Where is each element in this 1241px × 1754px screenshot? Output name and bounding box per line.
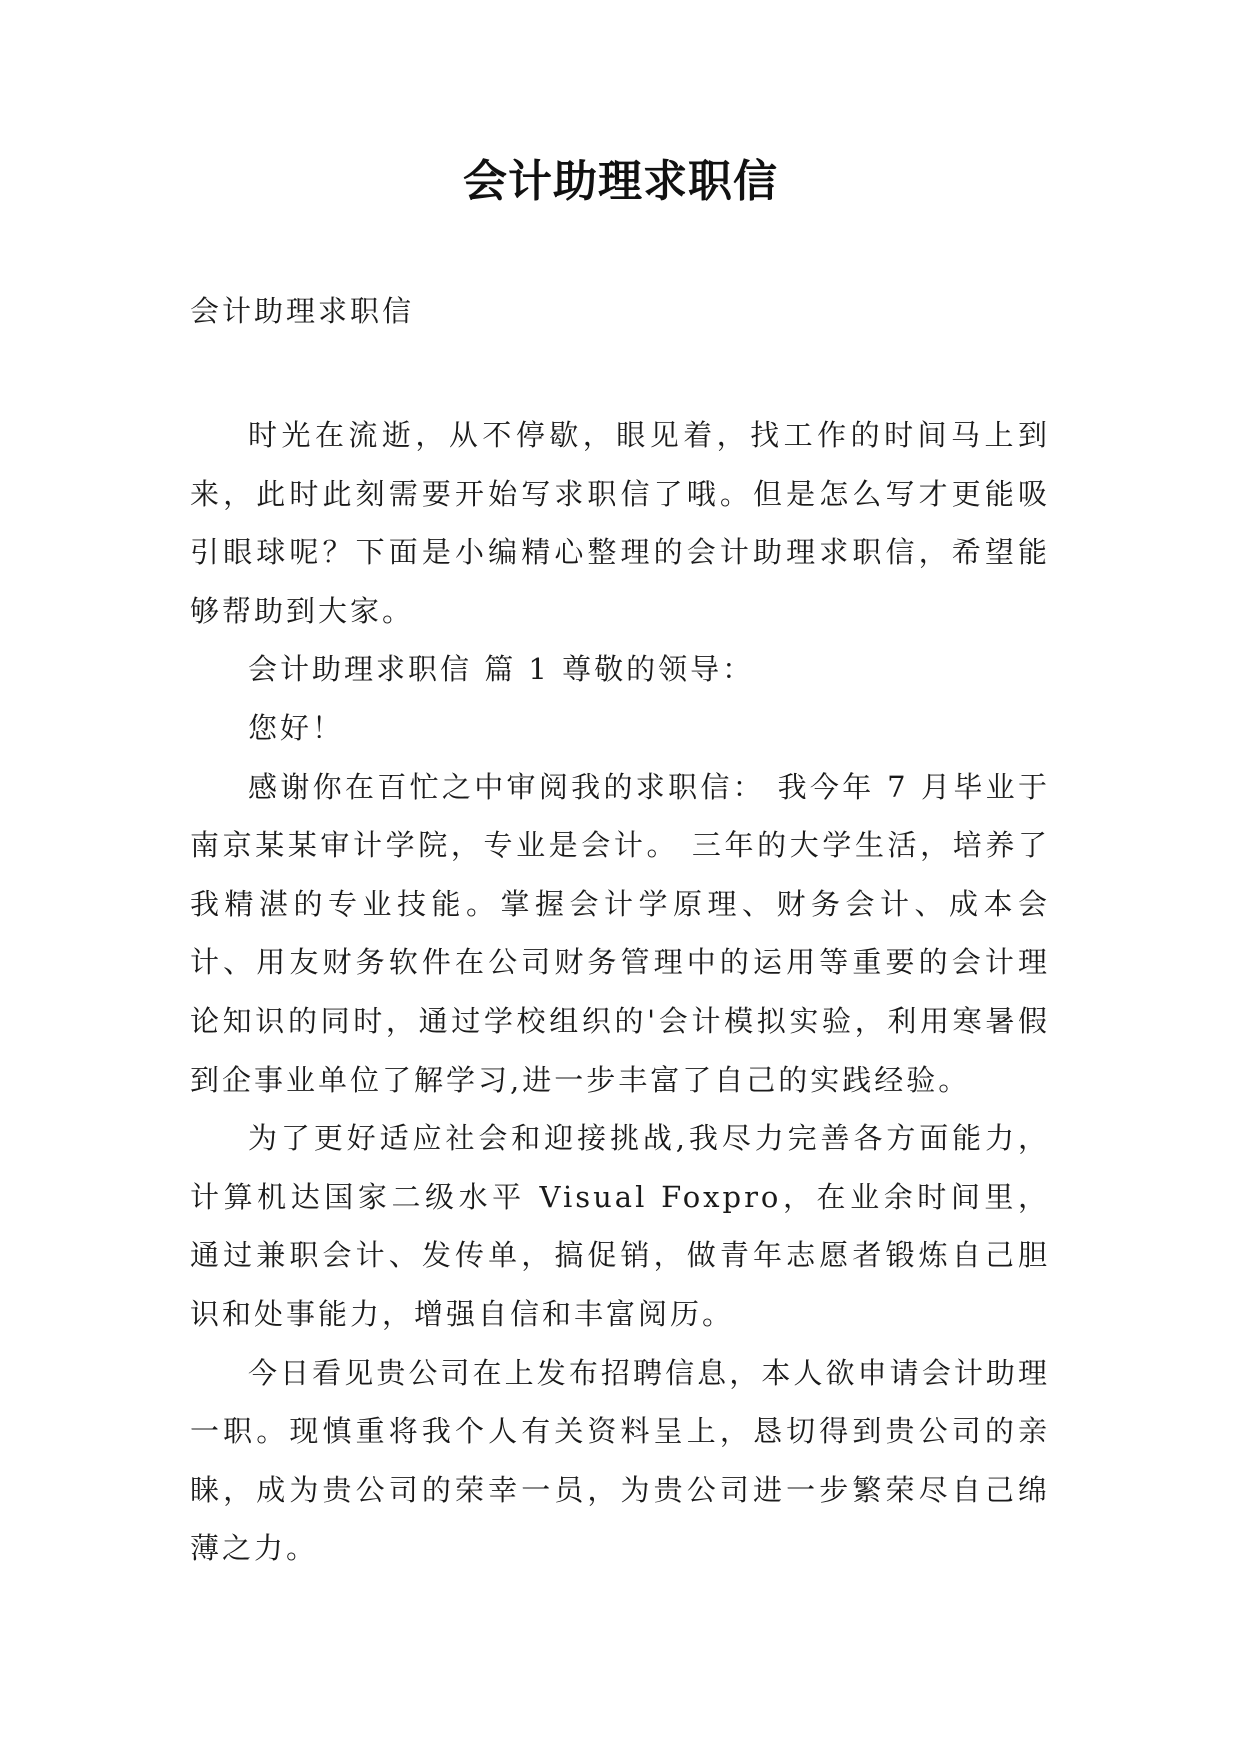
paragraph-education: 感谢你在百忙之中审阅我的求职信： 我今年 7 月毕业于南京某某审计学院，专业是会计。 三年的大学生活，培养了我精湛的专业技能。掌握会计学原理、财务会计、成本会计、用友财务软件在公司财务管理中的运用等重要的会计理论知识的同时，通过学校组织的'会计模拟实验，利用寒暑假到企事业单位了解学习,进一步丰富了自己的实践经验。 <box>190 769 1050 1097</box>
paragraph-greeting: 您好！ <box>248 710 345 745</box>
paragraph-application: 今日看见贵公司在上发布招聘信息，本人欲申请会计助理一职。现慎重将我个人有关资料呈上，恳切得到贵公司的亲睐，成为贵公司的荣幸一员，为贵公司进一步繁荣尽自己绵薄之力。 <box>190 1355 1050 1566</box>
paragraph-salutation: 会计助理求职信 篇 1 尊敬的领导： <box>248 652 755 687</box>
document-body <box>190 406 1050 1578</box>
document-heading: 会计助理求职信 <box>190 294 415 328</box>
paragraph-intro: 时光在流逝，从不停歇，眼见着，找工作的时间马上到来，此时此刻需要开始写求职信了哦。但是怎么写才更能吸引眼球呢？下面是小编精心整理的会计助理求职信，希望能够帮助到大家。 <box>190 418 1050 628</box>
paragraph-skills: 为了更好适应社会和迎接挑战,我尽力完善各方面能力，计算机达国家二级水平 Visual Foxpro，在业余时间里，通过兼职会计、发传单，搞促销，做青年志愿者锻炼自己胆识和处事能力，增强自信和丰富阅历。 <box>190 1121 1050 1331</box>
document-title: 会计助理求职信 <box>463 156 778 207</box>
